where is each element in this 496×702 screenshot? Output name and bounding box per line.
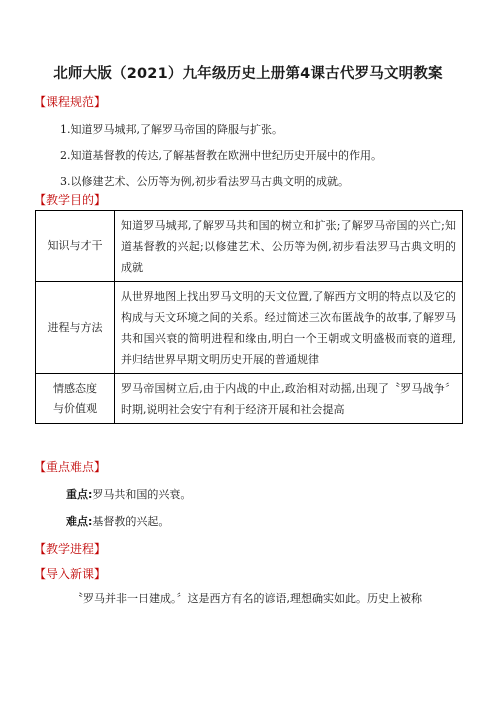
section-heading-intro: 【导入新课】 — [34, 567, 107, 581]
standard-item: 1.知道罗马城邦,了解罗马帝国的降服与扩张。 — [60, 123, 283, 136]
goal-value: 罗马帝国树立后,由于内战的中止,政治相对动摇,出现了〝罗马战争〞时期,说明社会安宁有利于经济开展和社会提高 — [115, 374, 463, 424]
focus-line — [66, 486, 191, 502]
table-row — [36, 374, 463, 424]
section-heading-standard: 【课程规范】 — [34, 95, 107, 109]
focus-text: 罗马共和国的兴衰。 — [92, 488, 192, 501]
difficulty-label: 难点: — [66, 515, 93, 528]
standard-item: 3.以修建艺术、公历等为例,初步看法罗马古典文明的成就。 — [60, 175, 349, 188]
table-row — [36, 211, 463, 282]
difficulty-text: 基督教的兴起。 — [92, 515, 170, 528]
goal-key: 知识与才干 — [36, 211, 115, 282]
standard-item: 2.知道基督教的传达,了解基督教在欧洲中世纪历史开展中的作用。 — [60, 149, 382, 162]
section-heading-key: 【重点难点】 — [34, 460, 107, 474]
focus-label: 重点: — [66, 488, 93, 501]
goal-key: 情感态度 与价值观 — [36, 374, 115, 424]
goal-key: 进程与方法 — [36, 282, 115, 374]
goal-value: 知道罗马城邦,了解罗马共和国的树立和扩张;了解罗马帝国的兴亡;知道基督教的兴起;以修建艺术、公历等为例,初步看法罗马古典文明的成就 — [115, 211, 463, 282]
page-title: 北师大版（2021）九年级历史上册第4课古代罗马文明教案 — [53, 66, 443, 82]
section-heading-process: 【教学进程】 — [34, 542, 107, 556]
intro-paragraph: 〝罗马并非一日建成。〞这是西方有名的谚语,理想确实如此。历史上被称 — [72, 592, 422, 605]
difficulty-line — [66, 513, 169, 529]
table-row — [36, 282, 463, 374]
section-heading-goals: 【教学目的】 — [34, 193, 107, 207]
goal-value: 从世界地图上找出罗马文明的天文位置,了解西方文明的特点以及它的构成与天文环境之间的关系。经过简述三次布匿战争的故事,了解罗马共和国兴衰的简明进程和缘由,明白一个王朝或文明盛极而衰的道理,并归结世界早期文明历史开展的普通规律 — [115, 282, 463, 374]
goals-table — [35, 210, 463, 424]
